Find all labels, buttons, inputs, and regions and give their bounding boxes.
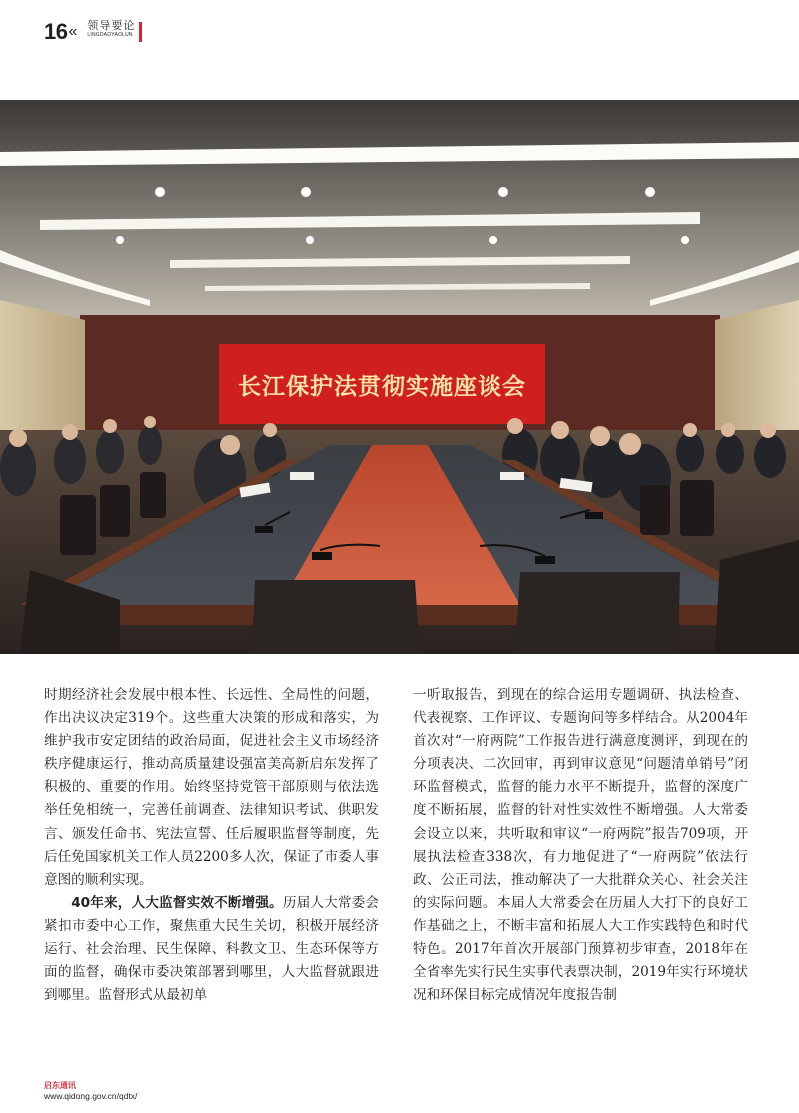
- meeting-photo: [0, 100, 799, 654]
- column-title: 领导要论: [87, 19, 136, 32]
- paragraph: 时期经济社会发展中根本性、长远性、全局性的问题，作出决议决定319个。这些重大决策的形成和落实，为维护我市安定团结的政治局面，促进社会主义市场经济秩序健康运行，推动高质量建设强富美高新启东发挥了积极的、重要的作用。始终坚持党管干部原则与依法选举任免相统一，完善任前调查、法律知识考试、供职发言、颁发任命书、宪法宣誓、任后履职监督等制度，先后任免国家机关工作人员2200多人次，保证了市委人事意图的顺利实现。: [44, 687, 379, 888]
- paragraph-text: 历届人大常委会紧扣市委中心工作，聚焦重大民生关切，积极开展经济运行、社会治理、民生保障、科教文卫、生态环保等方面的监督，确保市委决策部署到哪里，人大监督就跟进到哪里。监督形式从最初单: [44, 894, 380, 1004]
- publication-name: 启东通讯: [44, 1081, 76, 1090]
- paragraph-lead: 40年来，人大监督实效不断增强。: [71, 894, 283, 911]
- column-title-block: [87, 18, 135, 38]
- page-number: 16: [44, 19, 68, 44]
- paragraph: 一听取报告，到现在的综合运用专题调研、执法检查、代表视察、工作评议、专题询问等多样结合。从2004年首次对“一府两院”工作报告进行满意度测评，到现在的分项表决、二次回审，再到审议意见“问题清单销号”闭环监督模式，监督的能力水平不断提升，监督的深度广度不断拓展，监督的针对性实效性不断增强。人大常委会设立以来，共听取和审议“一府两院”报告709项，开展执法检查338次，有力地促进了“一府两院”依法行政、公正司法，推动解决了一大批群众关心、社会关注的实际问题。本届人大常委会在历届人大打下的良好工作基础之上，不断丰富和拓展人大工作实践特色和时代特色。2017年首次开展部门预算初步审查，2018年在全省率先实行民生实事代表票决制，2019年实行环境状况和环保目标完成情况年度报告制: [413, 687, 748, 1004]
- banner-title: 长江保护法贯彻实施座谈会: [238, 373, 526, 400]
- header-accent-bar: [139, 22, 142, 42]
- column-pinyin: LINGDAOYAOLUN: [87, 32, 133, 38]
- text-column-left: [44, 684, 379, 1007]
- page-header: [44, 18, 142, 48]
- text-column-right: [413, 684, 748, 1007]
- page-footer: [44, 1080, 137, 1102]
- publication-url[interactable]: www.qidong.gov.cn/qdtx/: [44, 1091, 138, 1101]
- paragraph: [44, 892, 379, 1007]
- chevron-left-icon: «: [68, 23, 78, 40]
